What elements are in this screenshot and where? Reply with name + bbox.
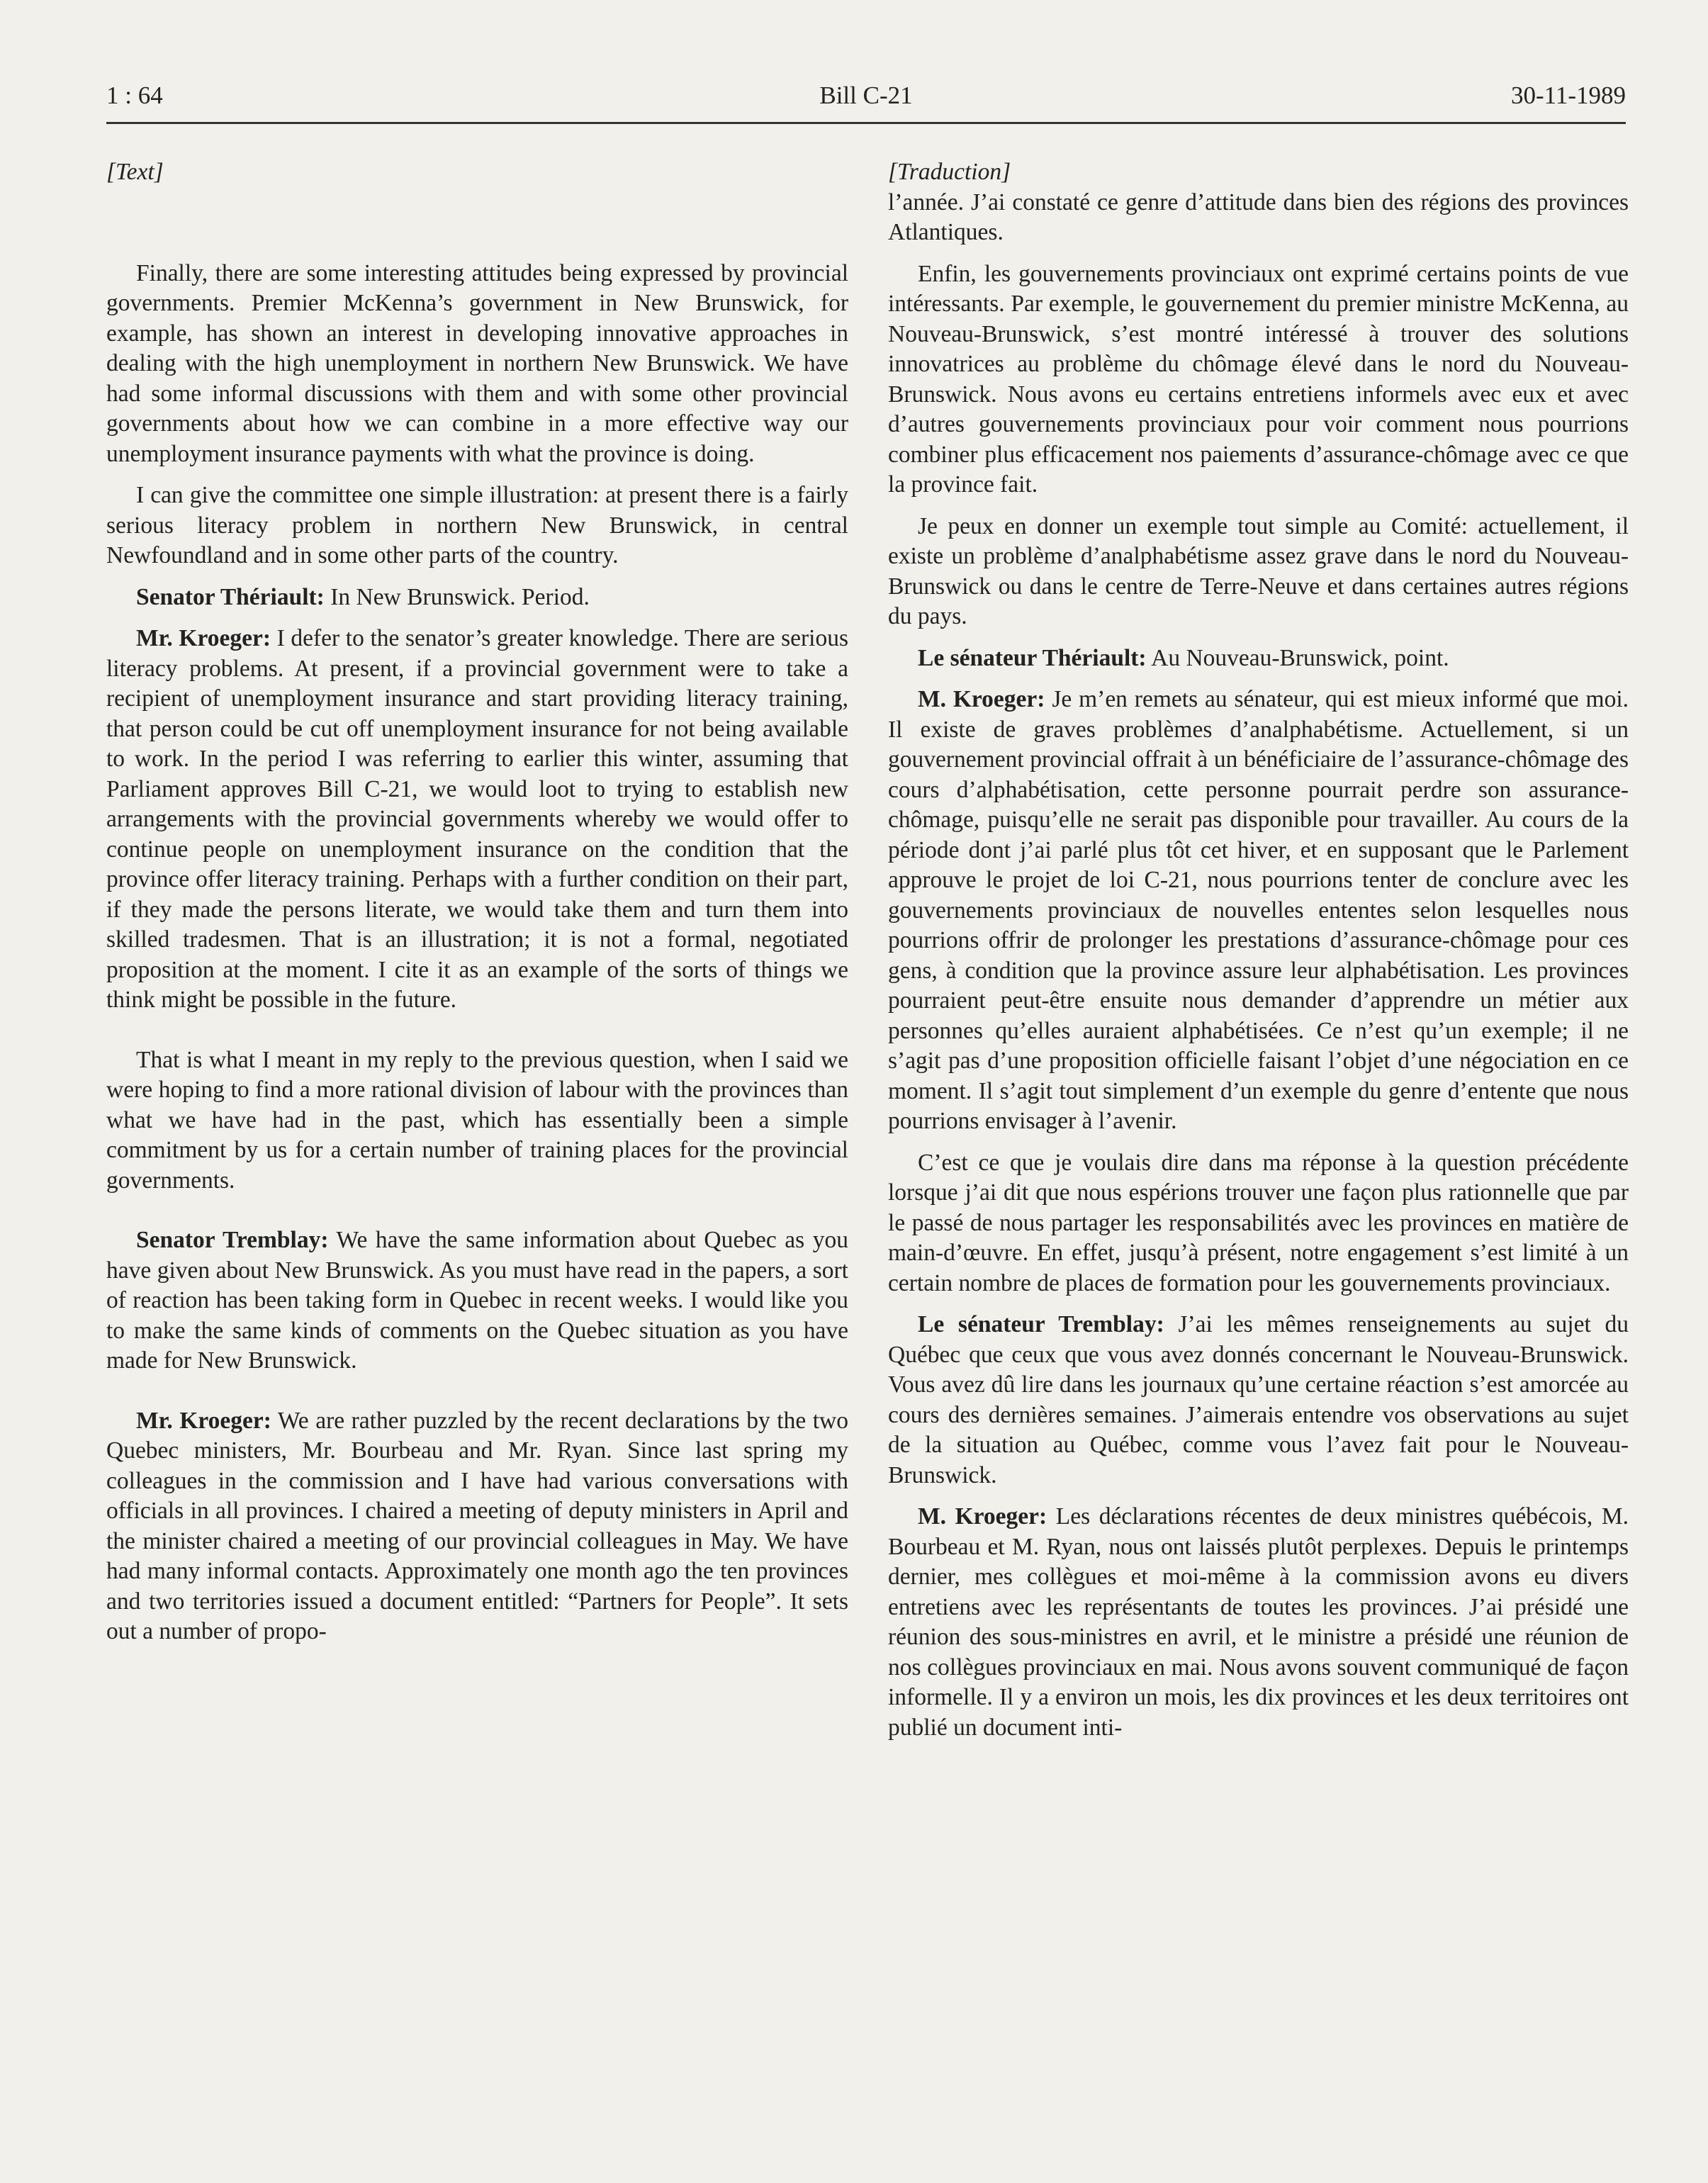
paragraph: That is what I meant in my reply to the previous question, when I said we were hoping to find a more rational division of labour with the provinces than what we have had in the past, which has essentially been a simple commitment by us for a certain number of training places for the provincial governments. [106,1046,848,1194]
english-column [106,157,848,1659]
paragraph: Enfin, les gouvernements provinciaux ont exprimé certains points de vue intéressants. Par exemple, le gouvernement du premier ministre McKenna, au Nouveau-Brunswick, s’est montré intéressé à trouver des solutions innovatrices au problème du chômage élevé dans le nord du Nouveau-Brunswick. Nous avons eu certains entretiens informels avec eux et avec d’autres gouvernements provinciaux pour voir comment nous pourrions combiner plus efficacement nos paiements d’assurance-chômage avec ce que la province fait. [888,260,1629,498]
paragraph: M. Kroeger: Les déclarations récentes de deux ministres québécois, M. Bourbeau et M. Ryan, nous ont laissés plutôt perplexes. Depuis le printemps dernier, mes collègues et moi-même à la commission avons eu divers entretiens avec les représentants de toutes les provinces. J’ai présidé une réunion des sous-ministres en avril, et le ministre a présidé une réunion de nos collègues provinciaux en mai. Nous avons souvent communiqué de façon informelle. Il y a environ un mois, les dix provinces et les deux territoires ont publié un document inti- [888,1503,1629,1741]
paragraph: I can give the committee one simple illustration: at present there is a fairly serious literacy problem in northern New Brunswick, in central Newfoundland and in some other parts of the country. [106,482,848,568]
paragraph: C’est ce que je voulais dire dans ma réponse à la question précédente lorsque j’ai dit que nous espérions trouver une façon plus rationnelle que par le passé de nous partager les responsabilités avec les provinces en matière de main-d’œuvre. En effet, jusqu’à présent, notre engagement s’est limité à un certain nombre de places de formation pour les gouvernements provinciaux. [888,1149,1629,1296]
document-date: 30-11-1989 [1510,82,1626,109]
paragraph: Finally, there are some interesting attitudes being expressed by provincial governments. Premier McKenna’s government in New Brunswick, for example, has shown an interest in developing innovative approaches in dealing with the high unemployment in northern New Brunswick. We have had some informal discussions with them and with some other provincial governments about how we can combine in a more effective way our unemployment insurance payments with what the province is doing. [106,259,848,467]
paragraph: Le sénateur Tremblay: J’ai les mêmes renseignements au sujet du Québec que ceux que vous avez donnés concernant le Nouveau-Brunswick. Vous avez dû lire dans les journaux qu’une certaine réaction s’est amorcée au cours des dernières semaines. J’aimerais entendre vos observations au sujet de la situation au Québec, comme vous l’avez fait pour le Nouveau-Brunswick. [888,1311,1629,1488]
column-label-text: [Text] [106,159,164,185]
document-title: Bill C-21 [819,82,913,109]
paragraph: Le sénateur Thériault: Au Nouveau-Brunswick, point. [918,644,1449,671]
paragraph: Je peux en donner un exemple tout simple au Comité: actuellement, il existe un problème d’analphabétisme assez grave dans le nord du Nouveau-Brunswick ou dans le centre de Terre-Neuve et dans certaines autres régions du pays. [888,512,1629,629]
paragraph: Senator Tremblay: We have the same information about Quebec as you have given about New Brunswick. As you must have read in the papers, a sort of reaction has been taking form in Quebec in recent weeks. I would like you to make the same kinds of comments on the Quebec situation as you have made for New Brunswick. [106,1227,848,1374]
paragraph: Mr. Kroeger: We are rather puzzled by the recent declarations by the two Quebec ministers, Mr. Bourbeau and Mr. Ryan. Since last spring my colleagues in the commission and I have had various conversations with officials in all provinces. I chaired a meeting of deputy ministers in April and the minister chaired a meeting of our provincial colleagues in May. We have had many informal contacts. Approximately one month ago the ten provinces and two territories issued a document entitled: “Partners for People”. It sets out a number of propo- [106,1407,848,1644]
page-number: 1 : 64 [106,82,163,109]
paragraph: l’année. J’ai constaté ce genre d’attitude dans bien des régions des provinces Atlantiques. [888,189,1629,245]
page-header [106,82,1626,124]
column-label-traduction: [Traduction] [888,159,1011,185]
french-column [888,157,1629,1754]
header-rule [106,122,1626,124]
paragraph: M. Kroeger: Je m’en remets au sénateur, qui est mieux informé que moi. Il existe de graves problèmes d’analphabétisme. Actuellement, si un gouvernement provincial offrait à un bénéficiaire de l’assurance-chômage des cours d’alphabétisation, cette personne pourrait perdre son assurance-chômage, puisqu’elle ne serait pas disponible pour travailler. Au cours de la période dont j’ai parlé plus tôt cet hiver, et en supposant que le Parlement approuve le projet de loi C-21, nous pourrions tenter de conclure avec les gouvernements provinciaux de nouvelles ententes selon lesquelles nous pourrions offrir de prolonger les prestations d’assurance-chômage pour ces gens, à condition que la province assure leur alphabétisation. Les provinces pourraient peut-être ensuite nous demander d’apprendre un métier aux personnes qu’elles auraient alphabétisées. Ce n’est qu’un exemple; il ne s’agit pas d’une proposition officielle faisant l’objet d’une négociation en ce moment. Il s’agit tout simplement d’un exemple du genre d’entente que nous pourrions envisager à l’avenir. [888,686,1629,1134]
paragraph: Mr. Kroeger: I defer to the senator’s greater knowledge. There are serious literacy problems. At present, if a provincial government were to take a recipient of unemployment insurance and start providing literacy training, that person could be cut off unemployment insurance for not being available to work. In the period I was referring to earlier this winter, assuming that Parliament approves Bill C-21, we would loot to trying to establish new arrangements with the provincial governments whereby we would offer to continue people on unemployment insurance on the condition that the province offer literacy training. Perhaps with a further condition on their part, if they made the persons literate, we would take them and turn them into skilled tradesmen. That is an illustration; it is not a formal, negotiated proposition at the moment. I cite it as an example of the sorts of things we think might be possible in the future. [106,625,848,1013]
paragraph: Senator Thériault: In New Brunswick. Period. [136,583,590,610]
